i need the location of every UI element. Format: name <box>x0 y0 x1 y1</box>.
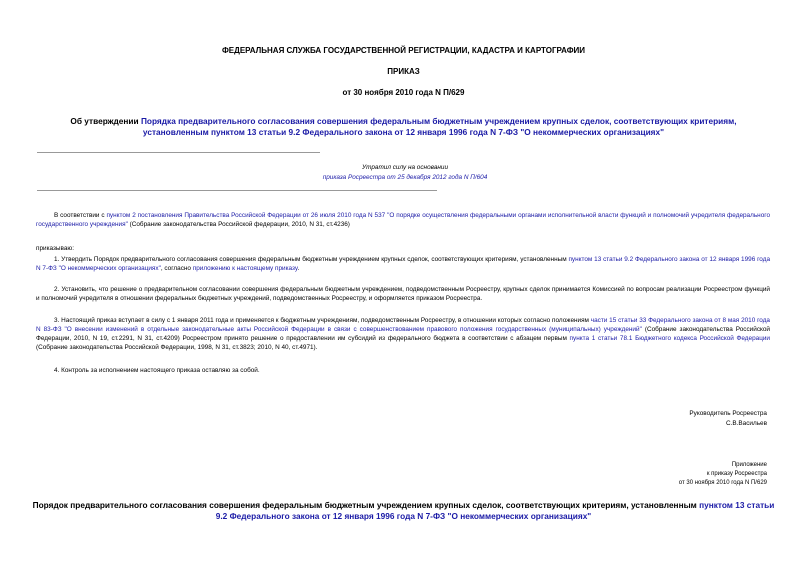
divider-top <box>37 152 320 153</box>
appendix-title-text: Порядок предварительного согласования совершения федеральным бюджетным учреждением крупных сделок, соответствующих критериям, установленным <box>32 500 700 510</box>
item-2-paragraph: 2. Установить, что решение о предварительном согласовании совершения федеральным бюджетным учреждением, подведомственным Росреестру, крупных сделок принимается Комиссией по вопросам реализации Росреестром функций и полномочий учредителя в отношении федеральных бюджетных учреждений, подведомственных Росреестру, и оформляется приказом Росреестра. <box>36 286 770 302</box>
title-prefix: Об утверждении <box>70 116 141 126</box>
item-1-text-3: . <box>297 265 300 272</box>
item-1-text-1: 1. Утвердить Порядок предварительного согласования совершения федеральным бюджетным учреждением крупных сделок, соответствующих критериям, установленным <box>54 256 569 263</box>
order-word: приказываю: <box>36 245 74 252</box>
appendix-line-1: Приложение <box>731 462 767 468</box>
appendix-block <box>567 461 767 488</box>
status-note-text: Утратил силу на основании <box>362 164 448 171</box>
item-1-law-link[interactable]: пунктом 13 статьи 9.2 Федерального закона от 12 января 1996 года N 7-ФЗ "О некоммерческих организациях" <box>36 256 771 272</box>
preamble-paragraph <box>36 211 770 229</box>
appendix-title <box>30 500 777 522</box>
divider-bottom <box>37 190 437 191</box>
item-3-law-link[interactable]: части 15 статьи 33 Федерального закона от 8 мая 2010 года N 83-ФЗ "О внесении изменений в отдельные законодательные акты Российской Федерации в связи с совершенствованием правового положения государственных (муниципальных) учреждений" <box>36 317 770 333</box>
agency-header: ФЕДЕРАЛЬНАЯ СЛУЖБА ГОСУДАРСТВЕННОЙ РЕГИСТРАЦИИ, КАДАСТРА И КАРТОГРАФИИ <box>221 46 586 55</box>
item-3-text-2: (Собрание законодательства Российской Федерации, 2010, N 19, ст.2291, N 31, ст.4209) Росреестром принято решение о предоставлении им субсидий из федерального бюджета в соответствии с абзацем первым <box>36 326 771 342</box>
appendix-line-2: к приказу Росреестра <box>706 471 767 477</box>
preamble-text-1: В соответствии с <box>54 212 107 219</box>
item-1-text-2: , согласно <box>160 265 193 272</box>
preamble-text-2: (Собрание законодательства Российской федерации, 2010, N 31, ст.4236) <box>127 221 350 228</box>
title-link[interactable]: Порядка предварительного согласования совершения федеральным бюджетным учреждением крупных сделок, соответствующих критериям, установленным пунктом 13 статьи 9.2 Федерального закона от 12 января 1996 года N 7-ФЗ "О некоммерческих организациях" <box>140 116 737 137</box>
doc-title <box>40 116 767 138</box>
preamble-link[interactable]: пунктом 2 постановления Правительства Российской Федерации от 26 июля 2010 года N 537 "О порядке осуществления федеральными органами исполнительной власти функций и полномочий учредителя федерального государственного учреждения" <box>36 212 771 228</box>
appendix-title-link[interactable]: пунктом 13 статьи 9.2 Федерального закона от 12 января 1996 года N 7-ФЗ "О некоммерческих организациях" <box>215 500 775 521</box>
signature-role: Руководитель Росреестра <box>689 410 767 417</box>
item-3-paragraph <box>36 316 770 352</box>
item-1-paragraph <box>36 255 770 273</box>
signature-name: С.В.Васильев <box>725 420 767 427</box>
item-3-text-1: 3. Настоящий приказ вступает в силу с 1 января 2011 года и применяется к бюджетным учреждениям, подведомственным Росреестру, в отношении которых согласно положениям <box>54 317 591 324</box>
status-note-link[interactable]: приказа Росреестра от 25 декабря 2012 года N П/604 <box>322 174 488 181</box>
doc-date-number: от 30 ноября 2010 года N П/629 <box>342 88 465 97</box>
appendix-line-3: от 30 ноября 2010 года N П/629 <box>678 480 767 486</box>
doc-type: ПРИКАЗ <box>387 67 420 76</box>
item-4-paragraph: 4. Контроль за исполнением настоящего приказа оставляю за собой. <box>54 367 260 374</box>
signature-block <box>567 409 767 429</box>
status-note <box>300 163 510 183</box>
item-1-appendix-link[interactable]: приложению к настоящему приказу <box>192 265 298 272</box>
item-3-code-link[interactable]: пункта 1 статьи 78.1 Бюджетного кодекса Российской Федерации <box>569 335 770 342</box>
item-3-text-3: (Собрание законодательства Российской Федерации, 1998, N 31, ст.3823; 2010, N 40, ст.4971). <box>36 344 318 351</box>
